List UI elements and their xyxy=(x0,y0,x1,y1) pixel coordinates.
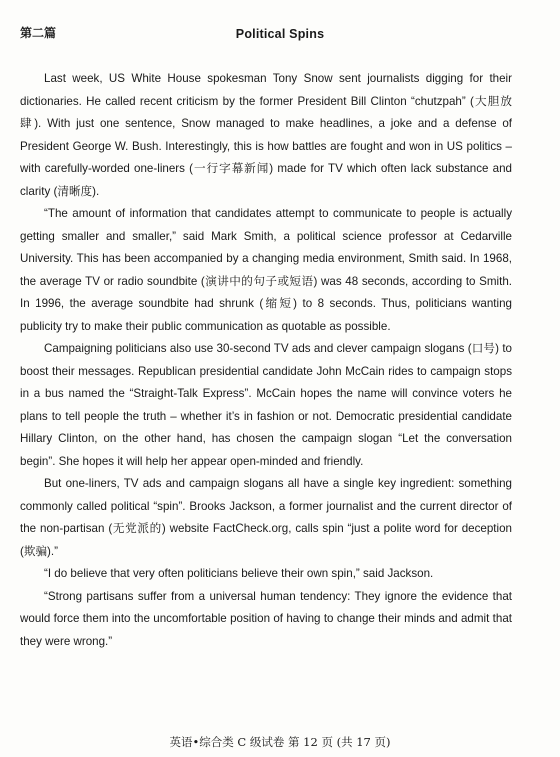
paragraph-3: Campaigning politicians also use 30-second TV ads and clever campaign slogans (口号) to boost their messages. Republican presidential candidate John McCain rides to campaign stops in a bus named the “Straight-Talk Express”. McCain hopes the name will convince voters he plans to tell people the truth – whether it’s in fashion or not. Democratic presidential candidate Hillary Clinton, on the other hand, has chosen the campaign slogan “Let the conversation begin”. She hopes it will help her appear open-minded and friendly. xyxy=(20,342,512,468)
paragraph-5: “I do believe that very often politicians believe their own spin,” said Jackson. xyxy=(44,567,434,580)
article-title: Political Spins xyxy=(235,27,325,41)
page-footer: 英语•综合类 C 级试卷 第 12 页 (共 17 页) xyxy=(169,735,391,749)
article-body xyxy=(20,68,512,653)
paragraph-2: “The amount of information that candidates attempt to communicate to people is actually getting smaller and smaller,” said Mark Smith, a political science professor at Cedarville University. This has been accompanied by a changing media environment, Smith said. In 1968, the average TV or radio soundbite (演讲中的句子或短语) was 48 seconds, according to Smith. In 1996, the average soundbite had shrunk (缩短) to 8 seconds. Thus, politicians wanting publicity try to make their public communication as quotable as possible. xyxy=(20,207,512,333)
section-label: 第二篇 xyxy=(20,26,57,40)
paragraph-6: “Strong partisans suffer from a universal human tendency: They ignore the evidence that would force them into the uncomfortable position of having to change their minds and admit that they were wrong.” xyxy=(20,589,512,648)
paragraph-1: Last week, US White House spokesman Tony Snow sent journalists digging for their dictionaries. He called recent criticism by the former President Bill Clinton “chutzpah” (大胆放肆). With just one sentence, Snow managed to make headlines, a joke and a defense of President George W. Bush. Interestingly, this is how battles are fought and won in US politics – with carefully-worded one-liners (一行字幕新闻) made for TV which often lack substance and clarity (清晰度). xyxy=(20,72,512,198)
paragraph-4: But one-liners, TV ads and campaign slogans all have a single key ingredient: something commonly called political “spin”. Brooks Jackson, a former journalist and the current director of the non-partisan (无党派的) website FactCheck.org, calls spin “just a polite word for deception (欺骗).” xyxy=(20,477,512,558)
